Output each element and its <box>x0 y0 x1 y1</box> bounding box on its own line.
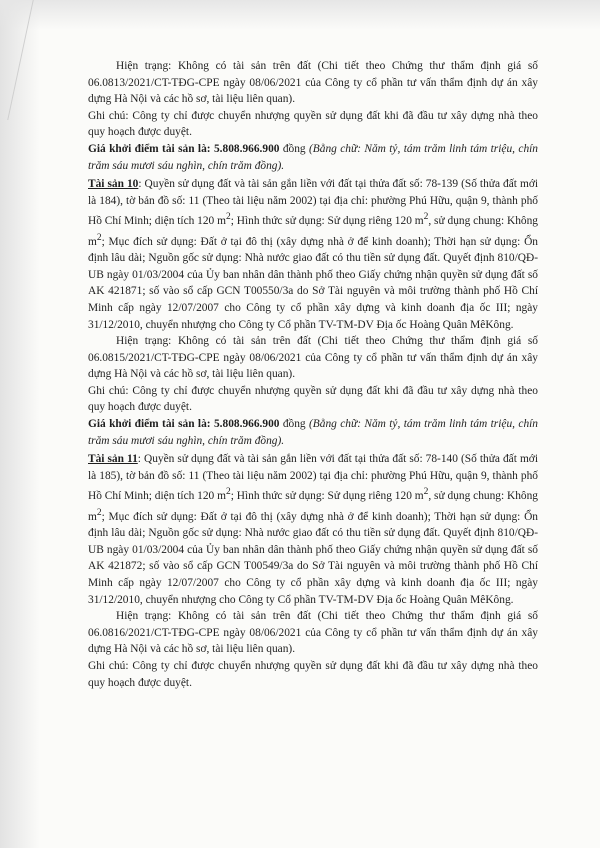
asset-11-label: Tài sản 11 <box>88 453 138 466</box>
asset-10-paragraph <box>88 176 538 333</box>
superscript: 2 <box>225 212 231 223</box>
price-unit: đồng <box>279 142 310 155</box>
status-paragraph-3: Hiện trạng: Không có tài sản trên đất (Chi tiết theo Chứng thư thẩm định giá số 06.0816/2021/CT-TĐG-CPE ngày 08/06/2021 của Công ty cổ phần tư vấn thẩm định dự án xây dựng Hà Nội và các hồ sơ, tài liệu liên quan). <box>88 610 538 656</box>
note-paragraph-1: Ghi chú: Công ty chỉ được chuyển nhượng quyền sử dụng đất khi đã đầu tư xây dựng nhà theo quy hoạch được duyệt. <box>88 109 538 139</box>
price-label: Giá khởi điểm tài sản là: <box>88 142 214 155</box>
superscript: 2 <box>96 507 102 518</box>
asset-11-text-d: ; Mục đích sử dụng: Đất ở tại đô thị (xây dựng nhà ở để kinh doanh); Thời hạn sử dụng: Ổn định lâu dài; Nguồn gốc sử dụng: Nhà nước giao đất có thu tiền sử dụng đất. Quyết định 810/QĐ-UB ngày 01/03/2004 của Ủy ban nhân dân thành phố theo Giấy chứng nhận quyền sử dụng đất số AK 421872; số vào sổ cấp GCN T00549/3a do Sở Tài nguyên và môi trường thành phố Hồ Chí Minh cấp ngày 12/07/2007 cho Công ty cổ phần xây dựng và kinh doanh địa ốc III; ngày 31/12/2010, chuyển nhượng cho Công ty Cổ phần TV-TM-DV Địa ốc Hoàng Quân MêKông. <box>88 510 538 606</box>
note-paragraph-2: Ghi chú: Công ty chỉ được chuyển nhượng quyền sử dụng đất khi đã đầu tư xây dựng nhà theo quy hoạch được duyệt. <box>88 384 538 414</box>
price-in-words: (Bằng chữ: Năm tỷ, tám trăm linh tám triệu, chín trăm sáu mươi sáu nghìn, chín trăm đồng). <box>88 142 538 172</box>
asset-10-text-c: , sử dụng chung: Không m <box>88 215 539 248</box>
asset-10-text-a: : Quyền sử dụng đất và tài sản gắn liền với đất tại thửa đất số: 78-139 (Số thửa đất mới là 184), tờ bản đồ số: 11 (Theo tài liệu năm 2002) tại địa chỉ: phường Phú Hữu, quận 9, thành phố Hồ Chí Minh; diện tích 120 m <box>88 178 539 228</box>
price-label: Giá khởi điểm tài sản là: <box>88 418 214 431</box>
asset-10-label: Tài sản 10 <box>88 178 139 191</box>
note-paragraph-3: Ghi chú: Công ty chỉ được chuyển nhượng quyền sử dụng đất khi đã đầu tư xây dựng nhà theo quy hoạch được duyệt. <box>88 659 538 689</box>
asset-10-text-b: ; Hình thức sử dụng: Sử dụng riêng 120 m <box>230 215 424 228</box>
asset-11-text-c: , sử dụng chung: Không m <box>88 490 539 523</box>
price-value: 5.808.966.900 <box>213 418 280 431</box>
scan-shadow-left <box>0 0 40 848</box>
status-paragraph-1: Hiện trạng: Không có tài sản trên đất (Chi tiết theo Chứng thư thẩm định giá số 06.0813/2021/CT-TĐG-CPE ngày 08/06/2021 của Công ty cổ phần tư vấn thẩm định dự án xây dựng Hà Nội và các hồ sơ, tài liệu liên quan). <box>88 60 538 106</box>
scan-shadow-top <box>0 0 600 30</box>
asset-10-text-d: ; Mục đích sử dụng: Đất ở tại đô thị (xây dựng nhà ở để kinh doanh); Thời hạn sử dụng: Ổn định lâu dài; Nguồn gốc sử dụng: Nhà nước giao đất có thu tiền sử dụng đất. Quyết định 810/QĐ-UB ngày 01/03/2004 của Ủy ban nhân dân thành phố theo Giấy chứng nhận quyền sử dụng đất số AK 421871; số vào sổ cấp GCN T00550/3a do Sở Tài nguyên và môi trường thành phố Hồ Chí Minh cấp ngày 12/07/2007 cho Công ty cổ phần xây dựng và kinh doanh địa ốc III; ngày 31/12/2010, chuyển nhượng cho Công ty Cổ phần TV-TM-DV Địa ốc Hoàng Quân MêKông. <box>88 235 538 331</box>
price-unit: đồng <box>279 418 310 431</box>
price-in-words: (Bằng chữ: Năm tỷ, tám trăm linh tám triệu, chín trăm sáu mươi sáu nghìn, chín trăm đồng). <box>88 418 538 447</box>
asset-11-text-b: ; Hình thức sử dụng: Sử dụng riêng 120 m <box>230 490 424 503</box>
asset-11-text-a: : Quyền sử dụng đất và tài sản gắn liền với đất tại thửa đất số: 78-140 (Số thửa đất mới là 185), tờ bản đồ số: 11 (Theo tài liệu năm 2002) tại địa chỉ: phường Phú Hữu, quận 9, thành phố Hồ Chí Minh; diện tích 120 m <box>88 453 538 503</box>
price-value: 5.808.966.900 <box>213 142 280 155</box>
starting-price-paragraph-1 <box>88 141 538 174</box>
asset-11-paragraph <box>88 451 538 608</box>
superscript: 2 <box>96 232 102 243</box>
superscript: 2 <box>423 487 429 498</box>
superscript: 2 <box>423 212 429 223</box>
superscript: 2 <box>225 487 231 498</box>
status-paragraph-2: Hiện trạng: Không có tài sản trên đất (Chi tiết theo Chứng thư thẩm định giá số 06.0815/2021/CT-TĐG-CPE ngày 08/06/2021 của Công ty cổ phần tư vấn thẩm định dự án xây dựng Hà Nội và các hồ sơ, tài liệu liên quan). <box>88 335 538 381</box>
starting-price-paragraph-2 <box>88 416 538 449</box>
